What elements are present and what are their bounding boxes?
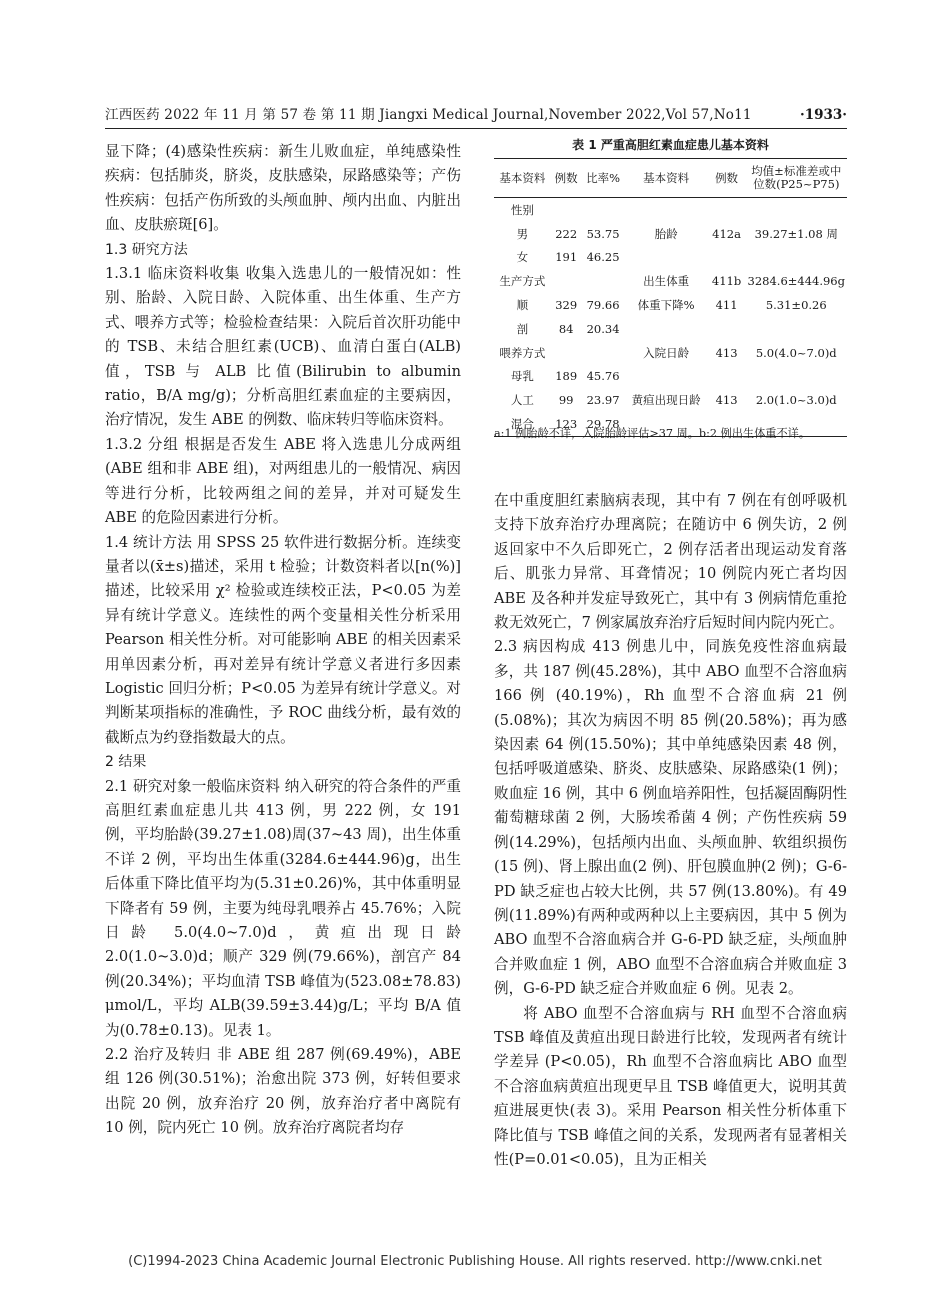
table-cell: 5.0(4.0~7.0)d (755, 345, 837, 360)
paragraph: 2.2 治疗及转归 非 ABE 组 287 例(69.49%)，ABE 组 126 例(30.51%)；治愈出院 373 例，好转但要求出院 20 例，放弃治疗 20 例，放弃治疗者中离院有 10 例，院内死亡 10 例。放弃治疗离院者均存 (105, 1046, 461, 1137)
table-header-cell: 例数 (708, 159, 746, 198)
table-cell (708, 365, 746, 389)
table-cell: 413 (715, 393, 738, 408)
journal-citation: 江西医药 2022 年 11 月 第 57 卷 第 11 期 Jiangxi Medical Journal,November 2022,Vol 57,No11 (105, 107, 752, 123)
table-cell: 生产方式 (499, 274, 546, 289)
table-row (494, 198, 847, 222)
table-cell: 人工 (510, 393, 534, 408)
table-header-cell: 基本资料 (625, 159, 708, 198)
table-title: 表 1 严重高胆红素血症患儿基本资料 (572, 138, 769, 152)
baseline-table (494, 158, 847, 437)
table-cell (746, 365, 847, 389)
table-cell (582, 198, 625, 222)
table-note: a:1 例胎龄不详，入院胎龄评估>37 周。b:2 例出生体重不详。 (494, 427, 811, 440)
table-cell (551, 198, 582, 222)
table-cell (625, 198, 708, 222)
table-row (494, 293, 847, 317)
table-cell (625, 246, 708, 270)
table-cell: 45.76 (586, 369, 620, 384)
table-cell: 女 (516, 250, 529, 265)
table-row (494, 341, 847, 365)
table-cell: 混合 (494, 412, 551, 436)
table-cell: 123 (551, 412, 582, 436)
table-header-cell: 例数 (551, 159, 582, 198)
table-cell: 2.0(1.0~3.0)d (755, 393, 837, 408)
table-cell (746, 198, 847, 222)
paragraph: 显下降；(4)感染性疾病：新生儿败血症，单纯感染性疾病：包括肺炎，脐炎，皮肤感染，尿路感染等；产伤性疾病：包括产伤所致的头颅血肿、颅内出血、内脏出血、皮肤瘀斑[6]。 (105, 143, 461, 234)
table-cell: 99 (558, 393, 574, 408)
table-cell (746, 246, 847, 270)
table-cell: 411b (711, 274, 742, 289)
table-cell (625, 317, 708, 341)
table-header-cell: 均值±标准差或中位数(P25~P75) (746, 159, 847, 198)
table-cell: 喂养方式 (499, 345, 546, 360)
table-cell (582, 341, 625, 365)
table-cell: 胎龄 (654, 226, 678, 241)
table-cell: 23.97 (586, 393, 620, 408)
right-column (494, 489, 847, 1172)
table-row (494, 246, 847, 270)
table-row (494, 269, 847, 293)
table-cell (625, 365, 708, 389)
table-cell: 体重下降% (637, 298, 695, 313)
table-body (494, 198, 847, 437)
table-cell (551, 341, 582, 365)
table-cell: 412a (712, 226, 741, 241)
table-cell: 出生体重 (643, 274, 690, 289)
paragraph: 1.3.2 分组 根据是否发生 ABE 将入选患儿分成两组(ABE 组和非 ABE 组)，对两组患儿的一般情况、病因等进行分析，比较两组之间的差异，并对可疑发生 ABE 的危险因素进行分析。 (105, 435, 461, 527)
paragraph: 1.4 统计方法 用 SPSS 25 软件进行数据分析。连续变量者以(x̄±s)描述，采用 t 检验；计数资料者以[n(%)]描述，比较采用 χ² 检验或连续校正法，P<0.05 为差异有统计学意义。连续性的两个变量相关性分析采用 Pearson 相关性分析。对可能影响 ABE 的相关因素采用单因素分析，再对差异有统计学意义者进行多因素 Logistic 回归分析；P<0.05 为差异有统计学意义。对判断某项指标的准确性，予 ROC 曲线分析，最有效的截断点为约登指数最大的点。 (105, 533, 462, 746)
left-column (105, 140, 461, 1141)
table-cell: 39.27±1.08 周 (754, 226, 838, 241)
table-cell: 84 (558, 321, 574, 336)
table-cell: 191 (555, 250, 578, 265)
table-cell: 男 (516, 226, 529, 241)
paragraph: 1.3.1 临床资料收集 收集入选患儿的一般情况如：性别、胎龄、入院日龄、入院体重、出生体重、生产方式、喂养方式等；检验检查结果：入院后首次肝功能中的 TSB、未结合胆红素(UCB)、血清白蛋白(ALB)值，TSB 与 ALB 比值(Bilirubin to albumin ratio，B/A mg/g)；分析高胆红素血症的主要病因，治疗情况，发生 ABE 的例数、临床转归等临床资料。 (105, 265, 461, 429)
table-cell: 413 (715, 345, 738, 360)
table-row (494, 365, 847, 389)
paragraph: 2.3 病因构成 413 例患儿中，同族免疫性溶血病最多，共 187 例(45.28%)，其中 ABO 血型不合溶血病 166 例 (40.19%)，Rh 血型不合溶血病 21 例(5.08%)；其次为病因不明 85 例(20.58%)；再为感染因素 64 例(15.50%)；其中单纯感染因素 48 例，包括呼吸道感染、脐炎、皮肤感染、尿路感染(1 例)；败血症 16 例，其中 6 例血培养阳性，包括凝固酶阴性葡萄糖球菌 2 例，大肠埃希菌 4 例；产伤性疾病 59 例(14.29%)，包括颅内出血、头颅血肿、软组织损伤(15 例)、肾上腺出血(2 例)、肝包膜血肿(2 例)；G-6-PD 缺乏症也占较大比例，共 57 例(13.80%)。有 49 例(11.89%)有两种或两种以上主要病因，其中 5 例为 ABO 血型不合溶血病合并 G-6-PD 缺乏症，头颅血肿合并败血症 1 例，ABO 血型不合溶血病合并败血症 3 例，G-6-PD 缺乏症合并败血症 6 例。见表 2。 (494, 638, 847, 998)
table-cell: 3284.6±444.96g (747, 274, 845, 289)
table-header-cell: 比率% (582, 159, 625, 198)
table-row (494, 388, 847, 412)
paragraph: 2.1 研究对象一般临床资料 纳入研究的符合条件的严重高胆红素血症患儿共 413 例，男 222 例，女 191 例，平均胎龄(39.27±1.08)周(37~43 周)，出生体重不详 2 例，平均出生体重(3284.6±444.96)g，出生后体重下降比值平均为(5.31±0.26)%，其中体重明显下降者有 59 例，主要为纯母乳喂养占 45.76%；入院日龄 5.0(4.0~7.0)d，黄疸出现日龄 2.0(1.0~3.0)d；顺产 329 例(79.66%)，剖宫产 84 例(20.34%)；平均血清 TSB 峰值为(523.08±78.83) μmol/L，平均 ALB(39.59±3.44)g/L；平均 B/A 值为(0.78±0.13)。见表 1。 (105, 777, 461, 1039)
table-row (494, 317, 847, 341)
table-cell (708, 246, 746, 270)
table-cell: 剖 (516, 321, 529, 336)
table-cell: 性别 (510, 202, 534, 217)
section-heading: 1.3 研究方法 (105, 241, 188, 258)
copyright-footer: (C)1994-2023 China Academic Journal Electronic Publishing House. All rights reserved. http://www.cnki.net (128, 1254, 822, 1269)
table-cell (708, 317, 746, 341)
section-heading: 2 结果 (105, 754, 147, 771)
table-cell: 411 (715, 298, 738, 313)
table-cell (582, 269, 625, 293)
table-cell: 29.78 (582, 412, 625, 436)
table-cell: 189 (555, 369, 578, 384)
table-cell: 顺 (516, 298, 529, 313)
table-cell: 5.31±0.26 (765, 298, 827, 313)
table-row (494, 222, 847, 246)
table-header-cell: 基本资料 (494, 159, 551, 198)
table-cell: 20.34 (586, 321, 620, 336)
table-cell: 329 (555, 298, 578, 313)
page-number: ·1933· (800, 107, 847, 123)
table-cell: 46.25 (586, 250, 620, 265)
table-cell: 222 (555, 226, 578, 241)
running-header (105, 106, 847, 129)
table-cell: 79.66 (586, 298, 620, 313)
table-cell: 入院日龄 (643, 345, 690, 360)
table-cell (708, 198, 746, 222)
table-cell: 母乳 (510, 369, 534, 384)
table-cell (551, 269, 582, 293)
table-cell (746, 317, 847, 341)
paragraph: 在中重度胆红素脑病表现，其中有 7 例在有创呼吸机支持下放弃治疗办理离院；在随访中 6 例失访，2 例返回家中不久后即死亡，2 例存活者出现运动发育落后、肌张力异常、耳聋情况；10 例院内死亡者均因 ABE 及各种并发症导致死亡，其中有 3 例病情危重抢救无效死亡，7 例家属放弃治疗后短时间内院内死亡。 (494, 492, 847, 632)
paragraph: 将 ABO 血型不合溶血病与 RH 血型不合溶血病 TSB 峰值及黄疸出现日龄进行比较，发现两者有统计学差异 (P<0.05)，Rh 血型不合溶血病比 ABO 血型不合溶血病黄疸出现更早且 TSB 峰值更大，说明其黄疸进展更快(表 3)。采用 Pearson 相关性分析体重下降比值与 TSB 峰值之间的关系，发现两者有显著相关性(P=0.01<0.05)，且为正相关 (494, 1004, 847, 1168)
table-cell: 53.75 (586, 226, 620, 241)
table-cell: 黄疸出现日龄 (631, 393, 701, 408)
